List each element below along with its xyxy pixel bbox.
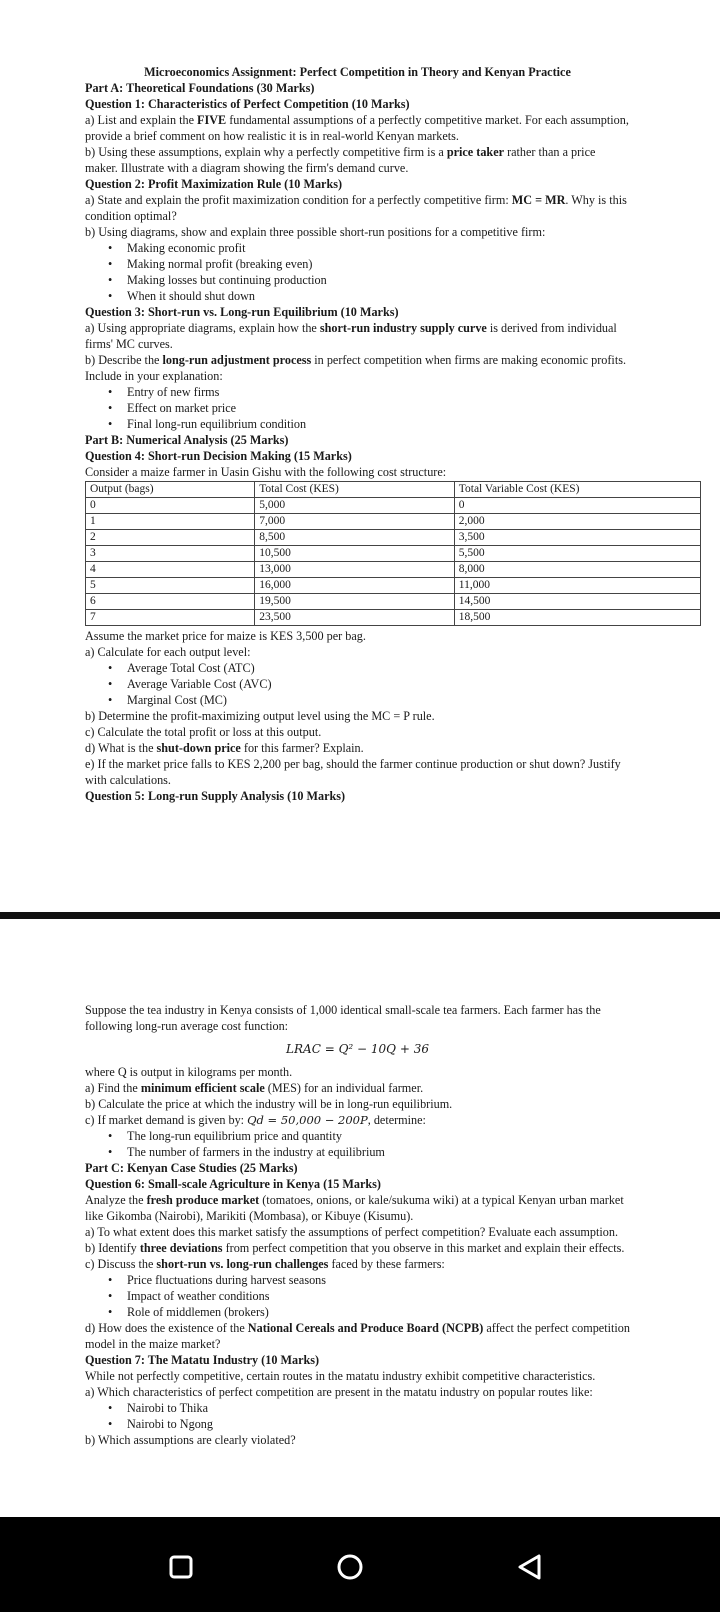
q1-a: a) List and explain the FIVE fundamental assumptions of a perfectly competitive market. For each assumption, provide a brief comment on how realistic it is in real-world Kenyan markets.: [85, 113, 629, 143]
list-item: • The long-run equilibrium price and quantity: [108, 1129, 342, 1143]
q1-heading: Question 1: Characteristics of Perfect Competition (10 Marks): [85, 97, 410, 111]
cost-table: [85, 481, 701, 626]
table-row: [86, 514, 701, 530]
list-item: • Effect on market price: [108, 401, 237, 415]
table-cell: 8,500: [255, 530, 455, 546]
table-row: [86, 530, 701, 546]
q4-c: c) Calculate the total profit or loss at this output.: [85, 725, 322, 739]
q5-where: where Q is output in kilograms per month.: [85, 1065, 293, 1079]
table-cell: 3,500: [454, 530, 700, 546]
q3-heading: Question 3: Short-run vs. Long-run Equilibrium (10 Marks): [85, 305, 399, 319]
table-header-row: [86, 482, 701, 498]
table-cell: 18,500: [454, 610, 700, 626]
column-header: Total Variable Cost (KES): [454, 482, 700, 498]
q4-intro: Consider a maize farmer in Uasin Gishu with the following cost structure:: [85, 465, 447, 479]
q4-d: d) What is the shut-down price for this farmer? Explain.: [85, 741, 364, 755]
table-cell: 8,000: [454, 562, 700, 578]
table-cell: 5,500: [454, 546, 700, 562]
q6-d: d) How does the existence of the National Cereals and Produce Board (NCPB) affect the perfect competition model in the maize market?: [85, 1321, 630, 1351]
table-cell: 23,500: [255, 610, 455, 626]
q7-heading: Question 7: The Matatu Industry (10 Marks): [85, 1353, 320, 1367]
list-item: • Price fluctuations during harvest seasons: [108, 1273, 327, 1287]
q4-heading: Question 4: Short-run Decision Making (15 Marks): [85, 449, 352, 463]
q4-a: a) Calculate for each output level:: [85, 645, 251, 659]
q2-heading: Question 2: Profit Maximization Rule (10 Marks): [85, 177, 343, 191]
list-item: • Making normal profit (breaking even): [108, 257, 313, 271]
table-cell: 5,000: [255, 498, 455, 514]
page1-content: [85, 64, 630, 804]
demand-equation: Qd = 50,000 − 200P: [247, 1113, 368, 1127]
q5-c: c) If market demand is given by: Qd = 50,000 − 200P, determine:: [85, 1113, 426, 1127]
navigation-bar: [0, 1517, 720, 1612]
q6-intro: Analyze the fresh produce market (tomatoes, onions, or kale/sukuma wiki) at a typical Kenyan urban market like Gikomba (Nairobi), Marikiti (Mombasa), or Kibuye (Kisumu).: [85, 1193, 624, 1223]
q3-a: a) Using appropriate diagrams, explain how the short-run industry supply curve is derived from individual firms' MC curves.: [85, 321, 617, 351]
table-cell: 13,000: [255, 562, 455, 578]
q7-a: a) Which characteristics of perfect competition are present in the matatu industry on popular routes like:: [85, 1385, 593, 1399]
column-header: Output (bags): [86, 482, 255, 498]
part-a-heading: Part A: Theoretical Foundations (30 Marks): [85, 81, 315, 95]
document-page-2: [0, 919, 720, 1517]
q3-b: b) Describe the long-run adjustment process in perfect competition when firms are making economic profits. Include in your explanation:: [85, 353, 626, 383]
table-cell: 2,000: [454, 514, 700, 530]
table-row: [86, 498, 701, 514]
list-item: • Making losses but continuing production: [108, 273, 327, 287]
list-item: • Entry of new firms: [108, 385, 220, 399]
table-cell: 1: [86, 514, 255, 530]
part-b-heading: Part B: Numerical Analysis (25 Marks): [85, 433, 289, 447]
list-item: • Marginal Cost (MC): [108, 693, 227, 707]
table-cell: 3: [86, 546, 255, 562]
table-cell: 5: [86, 578, 255, 594]
q5-heading: Question 5: Long-run Supply Analysis (10 Marks): [85, 789, 346, 803]
recent-apps-button[interactable]: [161, 1547, 201, 1587]
list-item: • Average Total Cost (ATC): [108, 661, 255, 675]
table-cell: 19,500: [255, 594, 455, 610]
table-cell: 7: [86, 610, 255, 626]
q4-assume: Assume the market price for maize is KES 3,500 per bag.: [85, 629, 366, 643]
table-cell: 4: [86, 562, 255, 578]
home-icon: [330, 1547, 370, 1587]
q6-heading: Question 6: Small-scale Agriculture in Kenya (15 Marks): [85, 1177, 381, 1191]
back-button[interactable]: [510, 1547, 550, 1587]
table-row: [86, 546, 701, 562]
q7-b: b) Which assumptions are clearly violated?: [85, 1433, 296, 1447]
table-cell: 2: [86, 530, 255, 546]
q2-b: b) Using diagrams, show and explain three possible short-run positions for a competitive firm:: [85, 225, 546, 239]
home-button[interactable]: [330, 1547, 370, 1587]
q1-b: b) Using these assumptions, explain why a perfectly competitive firm is a price taker rather than a price maker. Illustrate with a diagram showing the firm's demand curve.: [85, 145, 596, 175]
page-divider: [0, 912, 720, 919]
list-item: • Impact of weather conditions: [108, 1289, 270, 1303]
table-cell: 0: [86, 498, 255, 514]
list-item: • Average Variable Cost (AVC): [108, 677, 272, 691]
q6-c: c) Discuss the short-run vs. long-run challenges faced by these farmers:: [85, 1257, 445, 1271]
recent-apps-icon: [161, 1547, 201, 1587]
list-item: • The number of farmers in the industry at equilibrium: [108, 1145, 385, 1159]
list-item: • Role of middlemen (brokers): [108, 1305, 269, 1319]
q5-b: b) Calculate the price at which the industry will be in long-run equilibrium.: [85, 1097, 453, 1111]
q7-intro: While not perfectly competitive, certain routes in the matatu industry exhibit competitive characteristics.: [85, 1369, 596, 1383]
q4-e: e) If the market price falls to KES 2,200 per bag, should the farmer continue production or shut down? Justify with calculations.: [85, 757, 621, 787]
document-title: Microeconomics Assignment: Perfect Competition in Theory and Kenyan Practice: [144, 65, 571, 79]
list-item: • Final long-run equilibrium condition: [108, 417, 307, 431]
q5-a: a) Find the minimum efficient scale (MES) for an individual farmer.: [85, 1081, 424, 1095]
table-cell: 14,500: [454, 594, 700, 610]
table-cell: 7,000: [255, 514, 455, 530]
table-cell: 16,000: [255, 578, 455, 594]
list-item: • Nairobi to Thika: [108, 1401, 209, 1415]
list-item: • Nairobi to Ngong: [108, 1417, 213, 1431]
q5-intro: Suppose the tea industry in Kenya consists of 1,000 identical small-scale tea farmers. Each farmer has the following long-run average cost function:: [85, 1003, 601, 1033]
table-row: [86, 594, 701, 610]
page2-content: [85, 1002, 630, 1448]
q2-a: a) State and explain the profit maximization condition for a perfectly competitive firm: MC = MR. Why is this condition optimal?: [85, 193, 627, 223]
q6-a: a) To what extent does this market satisfy the assumptions of perfect competition? Evaluate each assumption.: [85, 1225, 618, 1239]
q6-b: b) Identify three deviations from perfect competition that you observe in this market and explain their effects.: [85, 1241, 625, 1255]
column-header: Total Cost (KES): [255, 482, 455, 498]
table-cell: 0: [454, 498, 700, 514]
lrac-formula: LRAC = Q² − 10Q + 36: [286, 1042, 429, 1056]
table-row: [86, 578, 701, 594]
list-item: • When it should shut down: [108, 289, 255, 303]
table-cell: 10,500: [255, 546, 455, 562]
q4-b: b) Determine the profit-maximizing output level using the MC = P rule.: [85, 709, 435, 723]
back-icon: [510, 1547, 550, 1587]
table-row: [86, 562, 701, 578]
table-row: [86, 610, 701, 626]
list-item: • Making economic profit: [108, 241, 246, 255]
table-cell: 11,000: [454, 578, 700, 594]
part-c-heading: Part C: Kenyan Case Studies (25 Marks): [85, 1161, 298, 1175]
table-cell: 6: [86, 594, 255, 610]
